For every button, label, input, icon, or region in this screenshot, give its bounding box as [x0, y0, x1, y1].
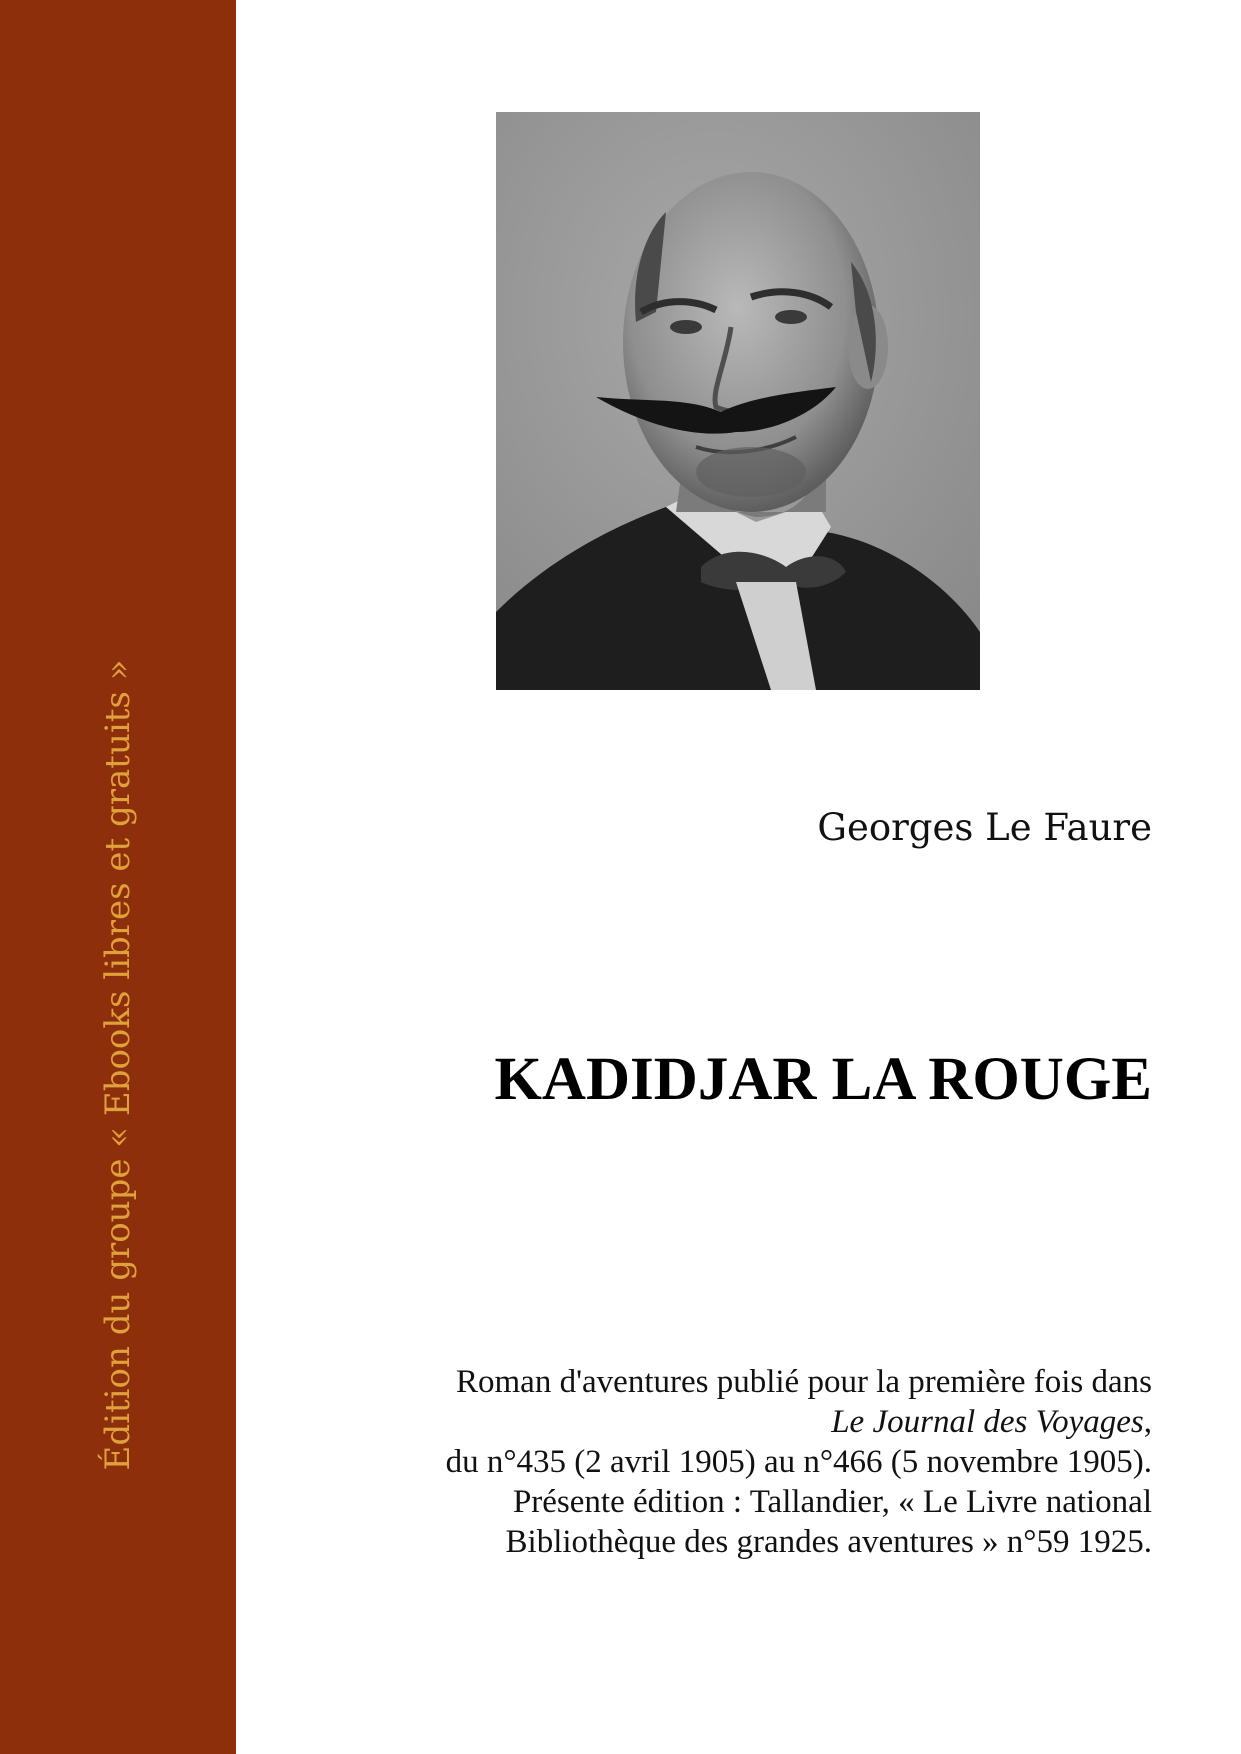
journal-title: Le Journal des Voyages — [831, 1404, 1144, 1440]
book-title: KADIDJAR LA ROUGE — [494, 1046, 1152, 1113]
portrait-photo-icon — [496, 112, 980, 690]
blurb-line-5: Bibliothèque des grandes aventures » n°59 1925. — [505, 1524, 1152, 1560]
blurb-line-2 — [446, 1402, 1152, 1442]
journal-comma: , — [1143, 1404, 1152, 1440]
blurb-line-1: Roman d'aventures publié pour la première fois dans — [456, 1364, 1152, 1400]
blurb-line-4: Présente édition : Tallandier, « Le Livre national — [512, 1484, 1152, 1520]
cover-spine — [0, 0, 236, 1754]
blurb-line-3: du n°435 (2 avril 1905) au n°466 (5 novembre 1905). — [445, 1444, 1152, 1480]
publication-note — [446, 1362, 1152, 1562]
author-name: Georges Le Faure — [817, 806, 1152, 849]
publisher-label: Édition du groupe « Ebooks libres et gratuits » — [98, 659, 138, 1471]
author-portrait — [496, 112, 980, 690]
